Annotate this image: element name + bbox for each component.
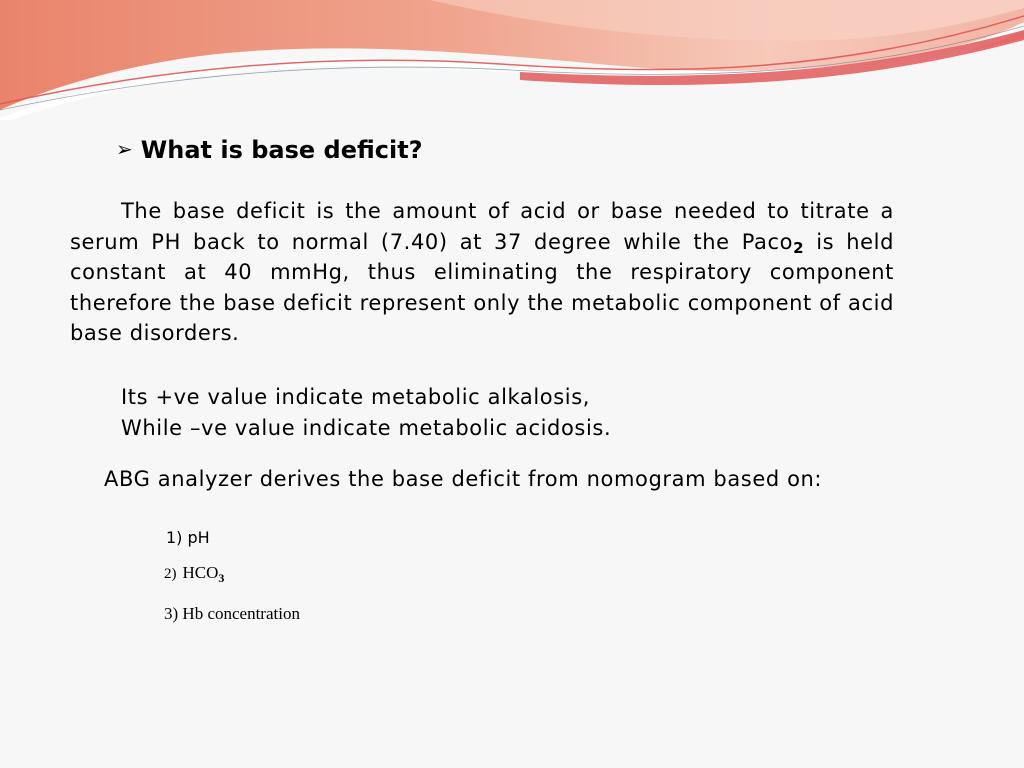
heading-text: What is base deficit? bbox=[140, 136, 423, 164]
list-item-hco3-subscript: 3 bbox=[218, 571, 225, 585]
value-interpretation bbox=[121, 382, 611, 444]
header-wave-decoration bbox=[0, 0, 1024, 120]
list-item-ph: 1) pH bbox=[166, 528, 210, 547]
arrowhead-bullet-icon: ➢ bbox=[116, 137, 133, 161]
list-item-hco3-text: HCO bbox=[182, 563, 219, 582]
abg-analyzer-line: ABG analyzer derives the base deficit from nomogram based on: bbox=[104, 467, 823, 491]
list-item-hco3-number: 2) bbox=[164, 566, 177, 582]
definition-paragraph bbox=[70, 196, 894, 349]
paragraph-part1: The base deficit is the amount of acid or base needed to titrate a serum PH back to normal (7.40) at 37 degree while the Paco bbox=[70, 199, 894, 254]
paragraph-part2: is held constant at 40 mmHg, thus eliminating the respiratory component therefore the base deficit represent only the metabolic component of acid base disorders. bbox=[70, 229, 895, 345]
list-item-hco3 bbox=[164, 563, 224, 583]
negative-value-line: While –ve value indicate metabolic acidosis. bbox=[121, 416, 612, 440]
paragraph-subscript: 2 bbox=[793, 238, 805, 257]
positive-value-line: Its +ve value indicate metabolic alkalosis, bbox=[121, 385, 591, 409]
slide-heading bbox=[116, 136, 423, 164]
list-item-hb: 3) Hb concentration bbox=[164, 604, 300, 623]
